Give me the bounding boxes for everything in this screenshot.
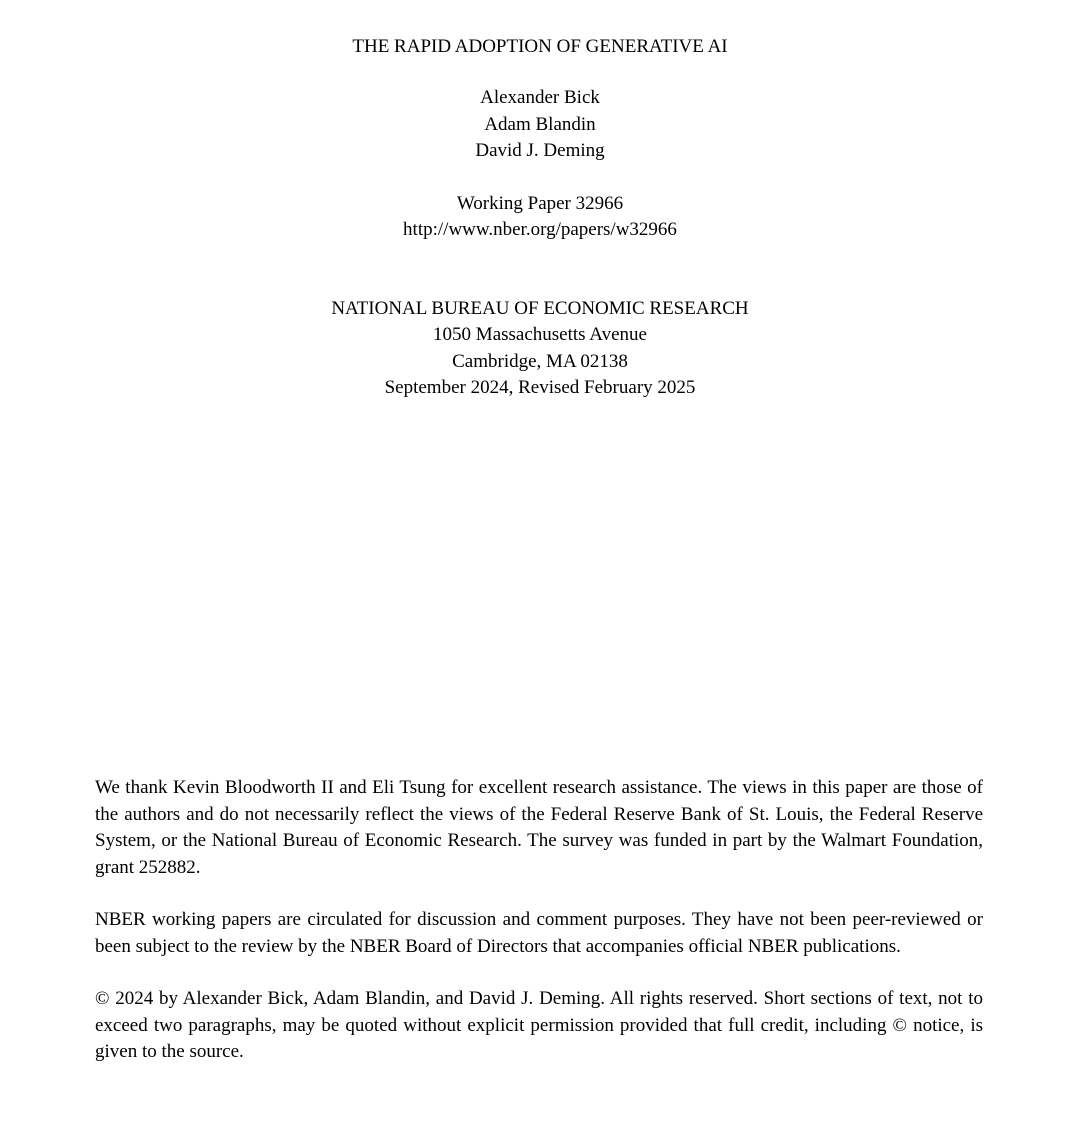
author-name-3: David J. Deming	[475, 140, 605, 161]
acknowledgments-paragraph: We thank Kevin Bloodworth II and Eli Tsung for excellent research assistance. The views in this paper are those of the authors and do not necessarily reflect the views of the Federal Reserve Bank of St. Louis, the Federal Reserve System, or the National Bureau of Economic Research. The survey was funded in part by the Walmart Foundation, grant 252882.	[95, 777, 983, 878]
institution-address-street: 1050 Massachusetts Avenue	[433, 324, 647, 345]
institution-address-city: Cambridge, MA 02138	[452, 350, 628, 372]
copyright-paragraph: © 2024 by Alexander Bick, Adam Blandin, and David J. Deming. All rights reserved. Short sections of text, not to exceed two paragraphs, may be quoted without explicit permission provided that full credit, including © notice, is given to the source.	[95, 988, 983, 1062]
institution-name: NATIONAL BUREAU OF ECONOMIC RESEARCH	[331, 297, 749, 319]
publication-date: September 2024, Revised February 2025	[384, 377, 696, 398]
disclaimer-paragraph: NBER working papers are circulated for discussion and comment purposes. They have not been peer-reviewed or been subject to the review by the NBER Board of Directors that accompanies official NBER publications.	[95, 909, 983, 957]
spacer	[0, 165, 1080, 191]
spacer	[0, 60, 1080, 85]
working-paper-url: http://www.nber.org/papers/w32966	[403, 219, 677, 240]
footnotes-block	[95, 775, 983, 1066]
author-name-2: Adam Blandin	[484, 113, 596, 135]
title-block	[0, 0, 1080, 402]
author-name-1: Alexander Bick	[480, 87, 600, 108]
spacer	[0, 244, 1080, 296]
working-paper-number: Working Paper 32966	[456, 192, 624, 214]
paper-title: THE RAPID ADOPTION OF GENERATIVE AI	[352, 36, 728, 57]
